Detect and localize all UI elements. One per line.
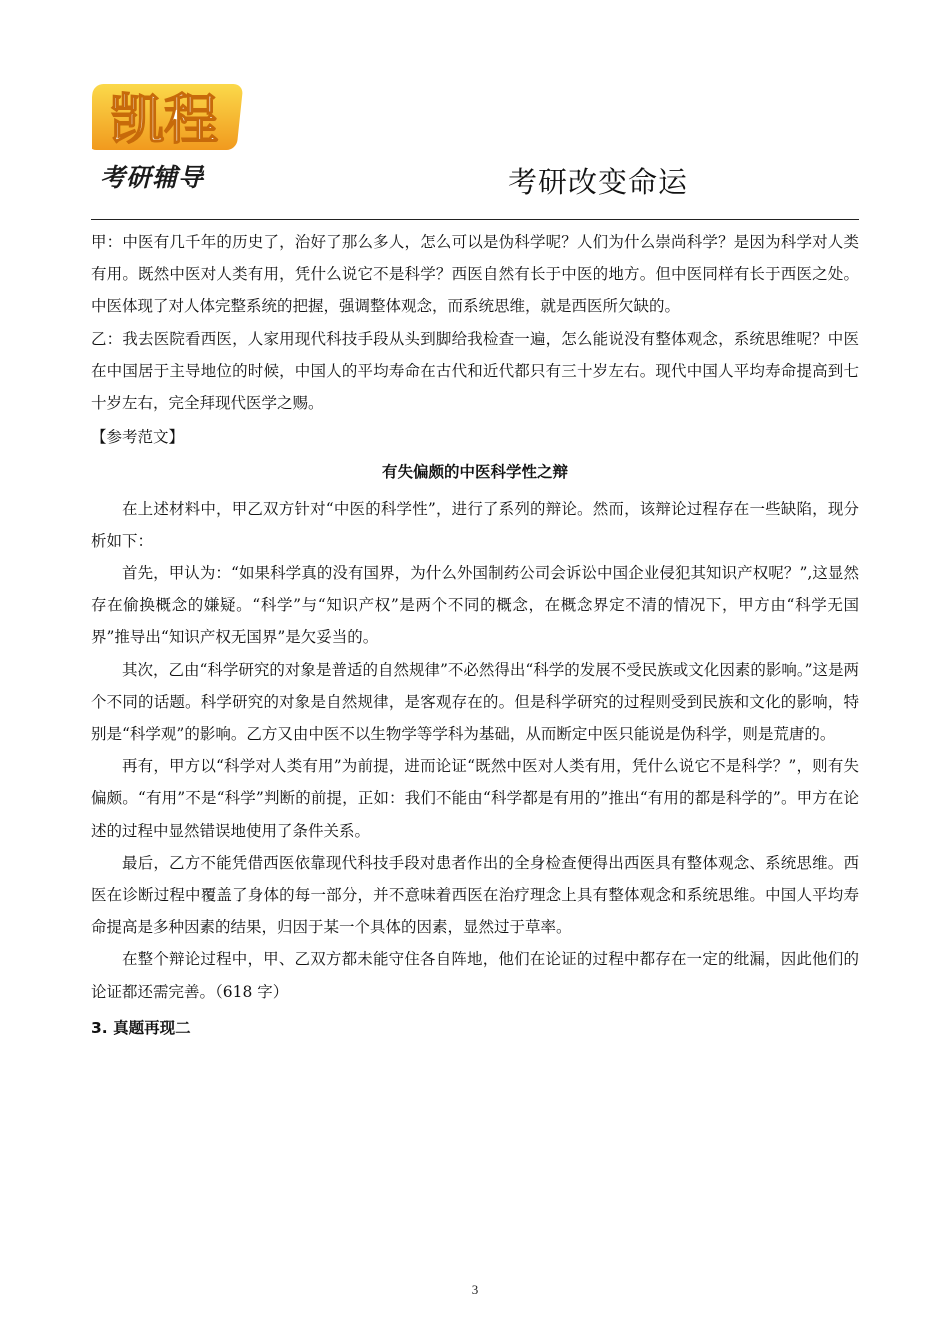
essay-paragraph: 在上述材料中，甲乙双方针对“中医的科学性”，进行了系列的辩论。然而，该辩论过程存在一些缺陷，现分析如下： bbox=[91, 499, 859, 550]
essay-paragraph: 最后，乙方不能凭借西医依靠现代科技手段对患者作出的全身检查便得出西医具有整体观念、系统思维。西医在诊断过程中覆盖了身体的每一部分，并不意味着西医在治疗理念上具有整体观念和系统思维。中国人平均寿命提高是多种因素的结果，归因于某一个具体的因素，显然过于草率。 bbox=[91, 853, 859, 937]
header-divider bbox=[91, 219, 859, 220]
header-slogan: 考研改变命运 bbox=[508, 165, 689, 199]
essay-paragraph: 再有，甲方以“科学对人类有用”为前提，进而论证“既然中医对人类有用，凭什么说它不是科学？”，则有失偏颇。“有用”不是“科学”判断的前提，正如：我们不能由“科学都是有用的”推出“有用的都是科学的”。甲方在论述的过程中显然错误地使用了条件关系。 bbox=[91, 757, 859, 840]
essay-paragraph: 其次，乙由“科学研究的对象是普适的自然规律”不必然得出“科学的发展不受民族或文化因素的影响。”这是两个不同的话题。科学研究的对象是自然规律，是客观存在的。但是科学研究的过程则受到民族和文化的影响，特别是“科学观”的影响。乙方又由中医不以生物学等学科为基础，从而断定中医只能说是伪科学，则是荒唐的。 bbox=[91, 660, 859, 744]
page-number: 3 bbox=[471, 1282, 479, 1297]
reference-label: 【参考范文】 bbox=[91, 428, 185, 447]
essay-title: 有失偏颇的中医科学性之辩 bbox=[381, 463, 568, 482]
essay-paragraph: 首先，甲认为：“如果科学真的没有国界，为什么外国制药公司会诉讼中国企业侵犯其知识产权呢？”,这显然存在偷换概念的嫌疑。“科学”与“知识产权”是两个不同的概念，在概念界定不清的情况下，甲方由“科学无国界”推导出“知识产权无国界”是欠妥当的。 bbox=[91, 564, 859, 647]
paragraph-jia: 甲：中医有几千年的历史了，治好了那么多人，怎么可以是伪科学呢？人们为什么崇尚科学？是因为科学对人类有用。既然中医对人类有用，凭什么说它不是科学？西医自然有长于中医的地方。但中医同样有长于西医之处。中医体现了对人体完整系统的把握，强调整体观念，而系统思维，就是西医所欠缺的。 bbox=[91, 233, 859, 316]
kaicheng-logo-mark bbox=[92, 78, 250, 156]
logo-text: 凯程 bbox=[110, 88, 218, 151]
essay-paragraph: 在整个辩论过程中，甲、乙双方都未能守住各自阵地，他们在论证的过程中都存在一定的纰漏，因此他们的论证都还需完善。（618 字） bbox=[91, 950, 859, 1001]
section-heading: 3. 真题再现二 bbox=[91, 1018, 191, 1037]
brand-logo bbox=[92, 78, 252, 196]
document-body bbox=[91, 226, 859, 1044]
paragraph-yi: 乙：我去医院看西医，人家用现代科技手段从头到脚给我检查一遍，怎么能说没有整体观念，系统思维呢？中医在中国居于主导地位的时候，中国人的平均寿命在古代和近代都只有三十岁左右。现代中国人平均寿命提高到七十岁左右，完全拜现代医学之赐。 bbox=[91, 329, 859, 413]
logo-subtitle: 考研辅导 bbox=[100, 163, 205, 192]
